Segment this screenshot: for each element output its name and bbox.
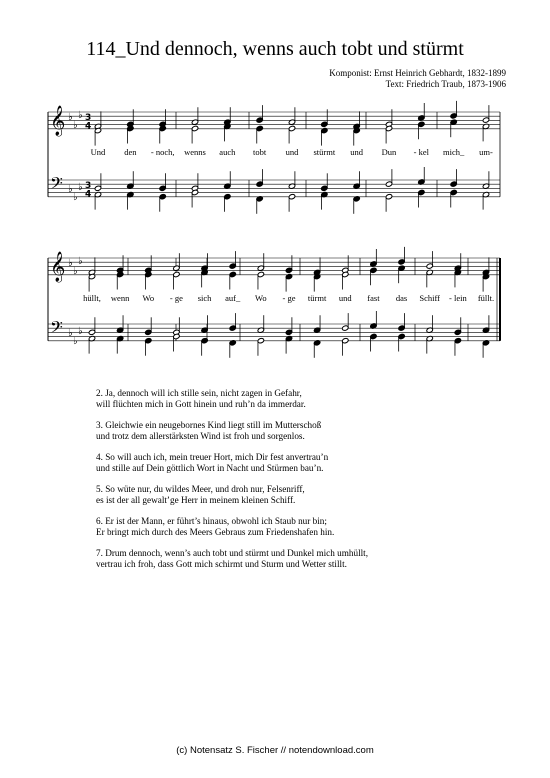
composer-credit: Komponist: Ernst Heinrich Gebhardt, 1832-1899 xyxy=(329,68,506,78)
verse-line: und stille auf Dein göttlich Wort in Nacht und Stürmen bau’n. xyxy=(96,463,324,473)
lyric-syllable: - ge xyxy=(169,293,183,303)
time-signature-bottom: 4 xyxy=(85,121,92,132)
flat-sign: ♭ xyxy=(73,336,78,347)
flat-sign: ♭ xyxy=(73,192,78,203)
flat-sign: ♭ xyxy=(68,184,73,195)
verse-line: 3. Gleichwie ein neugebornes Kind liegt still im Mutterschoß xyxy=(96,420,322,430)
lyric-syllable: den xyxy=(124,147,137,157)
verse-line: es ist der all gewalt’ge Herr in meinem kleinen Schiff. xyxy=(96,495,296,505)
lyric-syllable: sich xyxy=(197,293,212,303)
verse-line: 7. Drum dennoch, wenn’s auch tobt und stürmt und Dunkel mich umhüllt, xyxy=(96,548,369,558)
flat-sign: ♭ xyxy=(73,266,78,277)
lyric-syllable: hüllt, xyxy=(83,293,101,303)
verse-3 xyxy=(96,420,368,442)
lyric-syllable: stürmt xyxy=(313,147,336,157)
lyric-syllable: - noch, xyxy=(150,147,175,157)
lyric-syllable: und xyxy=(285,147,299,157)
lyric-syllable: Schiff xyxy=(419,293,441,303)
time-signature-bottom: 4 xyxy=(85,189,92,200)
verse-line: 6. Er ist der Mann, er führt’s hinaus, obwohl ich Staub nur bin; xyxy=(96,516,327,526)
flat-sign: ♭ xyxy=(73,120,78,131)
treble-clef: 𝄞 xyxy=(50,106,66,136)
lyric-syllable: Wo xyxy=(255,293,267,303)
lyric-syllable: Und xyxy=(90,147,106,157)
flat-sign: ♭ xyxy=(78,182,83,193)
flat-sign: ♭ xyxy=(78,110,83,121)
lyric-syllable: auf_ xyxy=(225,293,241,303)
verse-line: will flüchten mich in Gott hinein und ruh’n da immerdar. xyxy=(96,399,306,409)
verse-line: Er bringt mich durch des Meers Gebraus zum Friedenshafen hin. xyxy=(96,527,335,537)
verse-line: 4. So will auch ich, mein treuer Hort, mich Dir fest anvertrau’n xyxy=(96,452,329,462)
lyric-syllable: tobt xyxy=(253,147,267,157)
lyric-syllable: Dun xyxy=(381,147,397,157)
lyric-syllable: Wo xyxy=(142,293,155,303)
lyric-syllable: mich_ xyxy=(443,147,465,157)
verse-4 xyxy=(96,452,368,474)
lyric-syllable: das xyxy=(395,293,408,303)
verse-line: vertrau ich froh, dass Gott mich schirmt und Sturm und Wetter stillt. xyxy=(96,559,347,569)
bass-clef: 𝄢 xyxy=(50,317,63,341)
bass-clef: 𝄢 xyxy=(50,173,63,197)
verse-line: und trotz dem allerstärksten Wind ist froh und sorgenlos. xyxy=(96,431,305,441)
flat-sign: ♭ xyxy=(78,256,83,267)
time-signature-top: 3 xyxy=(85,113,92,123)
time-signature-top: 3 xyxy=(85,181,92,191)
verses-block xyxy=(96,388,368,580)
flat-sign: ♭ xyxy=(78,326,83,337)
lyric-syllable: türmt xyxy=(307,293,327,303)
music-score xyxy=(0,0,550,380)
verse-6 xyxy=(96,516,368,538)
lyric-syllable: - ge xyxy=(282,293,296,303)
footer-copyright: (c) Notensatz S. Fischer // notendownload.com xyxy=(176,745,374,756)
lyric-syllable: fast xyxy=(367,293,380,303)
lyricist-credit: Text: Friedrich Traub, 1873-1906 xyxy=(385,79,506,89)
flat-sign: ♭ xyxy=(68,258,73,269)
lyric-syllable: - kel xyxy=(413,147,430,157)
verse-line: 2. Ja, dennoch will ich stille sein, nicht zagen in Gefahr, xyxy=(96,388,302,398)
lyric-syllable: wenns xyxy=(184,147,206,157)
lyric-syllable: füllt. xyxy=(477,293,495,303)
treble-clef: 𝄞 xyxy=(50,252,66,282)
lyric-syllable: auch xyxy=(219,147,236,157)
page-title: 114_Und dennoch, wenns auch tobt und stürmt xyxy=(86,38,464,60)
verse-7 xyxy=(96,548,368,570)
verse-2 xyxy=(96,388,368,410)
lyric-syllable: um- xyxy=(479,147,493,157)
flat-sign: ♭ xyxy=(68,328,73,339)
lyric-syllable: wenn xyxy=(110,293,130,303)
lyric-syllable: und xyxy=(338,293,352,303)
lyric-syllable: - lein xyxy=(449,293,467,303)
verse-5 xyxy=(96,484,368,506)
flat-sign: ♭ xyxy=(68,112,73,123)
lyric-syllable: und xyxy=(350,147,364,157)
verse-line: 5. So wüte nur, du wildes Meer, und droh nur, Felsenriff, xyxy=(96,484,305,494)
